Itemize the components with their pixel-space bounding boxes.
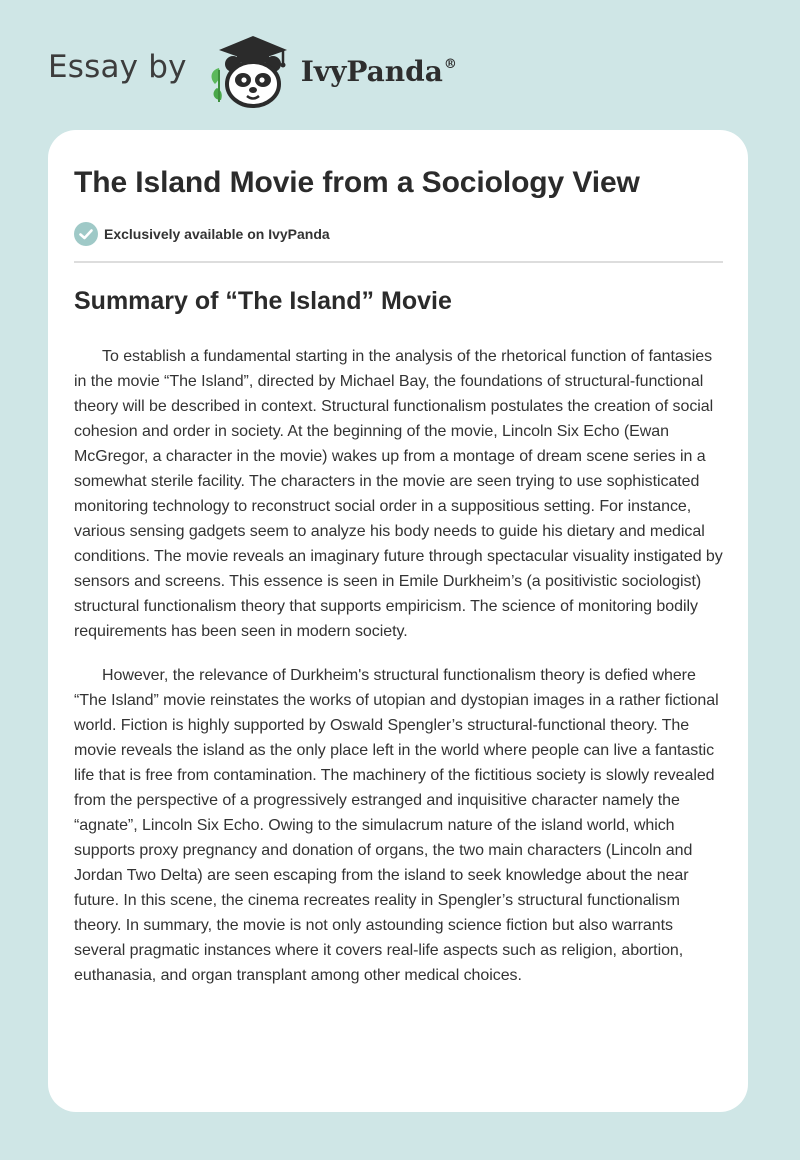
page-title: The Island Movie from a Sociology View — [74, 166, 640, 199]
paragraph: To establish a fundamental starting in the analysis of the rhetorical function of fantasies in the movie “The Island”, directed by Michael Bay, the foundations of structural-functional theory will be described in context. Structural functionalism postulates the creation of social cohesion and order in society. At the beginning of the movie, Lincoln Six Echo (Ewan McGregor, a character in the movie) wakes up from a montage of dream scene series in a somewhat sterile facility. The characters in the movie are seen trying to use sophisticated monitoring technology to reconstruct social order in a suppositious setting. For instance, various sensing gadgets seem to analyze his body needs to guide his dietary and medical conditions. The movie reveals an imaginary future through spectacular visuality instigated by sensors and screens. This essence is seen in Emile Durkheim’s (a positivistic sociologist) structural functionalism theory that supports empiricism. The science of monitoring bodily requirements has been seen in modern society. — [74, 348, 723, 640]
brand-name-text: IvyPanda — [300, 54, 443, 88]
panda-logo-icon[interactable] — [205, 30, 293, 110]
article-body — [74, 344, 724, 1007]
title-divider — [74, 261, 723, 263]
section-heading: Summary of “The Island” Movie — [74, 287, 452, 315]
paragraph: However, the relevance of Durkheim's structural functionalism theory is defied where “The Island” movie reinstates the works of utopian and dystopian images in a rather fictional world. Fiction is highly supported by Oswald Spengler’s structural-functional theory. The movie reveals the island as the only place left in the world where people can live a fantastic life that is free from contamination. The machinery of the fictitious society is slowly revealed from the perspective of a progressively estranged and inquisitive character namely the “agnate”, Lincoln Six Echo. Owing to the simulacrum nature of the island world, which supports proxy pregnancy and donation of organs, the two main characters (Lincoln and Jordan Two Delta) are seen escaping from the island to seek knowledge about the near future. In this scene, the cinema recreates reality in Spengler’s structural functionalism theory. In summary, the movie is not only astounding science fiction but also warrants several pragmatic instances where it covers real-life aspects such as religion, abortion, euthanasia, and organ transplant among other medical choices. — [74, 667, 719, 984]
essay-card — [48, 130, 748, 1112]
brand-name[interactable] — [301, 55, 457, 88]
brand-header — [48, 30, 457, 110]
exclusive-badge — [74, 222, 330, 246]
exclusive-badge-label: Exclusively available on IvyPanda — [104, 226, 330, 242]
essay-by-label: Essay by — [48, 49, 187, 85]
check-circle-icon — [74, 222, 98, 246]
registered-mark: ® — [443, 56, 457, 72]
